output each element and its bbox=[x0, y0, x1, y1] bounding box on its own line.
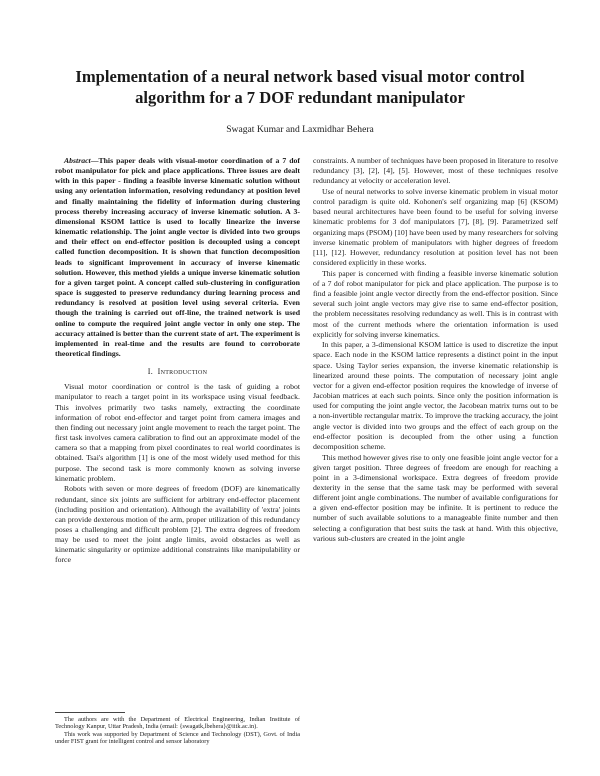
footnote: The authors are with the Department of Electrical Engineering, Indian Institute of Technology Kanpur, Uttar Pradesh, India (email: {swagatk,lbehera}@iitk.ac.in). bbox=[55, 716, 300, 731]
paper-authors: Swagat Kumar and Laxmidhar Behera bbox=[226, 124, 374, 135]
footnotes bbox=[55, 716, 300, 746]
section-title: Introduction bbox=[157, 367, 208, 377]
footnote-divider bbox=[55, 712, 125, 713]
paragraph: Visual motor coordination or control is the task of guiding a robot manipulator to reach a target point in its workspace using visual feedback. This involves primarily two tasks namely, extracting the coordinate information of robot end-effector and target point from camera images and then finding out necessary joint angle movement to reach the target point. The first task involves camera calibration to find out an approximate model of the camera so that a mapping from pixel coordinates to real world coordinates is obtained. Tsai's algorithm [1] is one of the most widely used method for this purpose. The second task is more commonly known as solving inverse kinematic problem. bbox=[55, 382, 300, 483]
paragraph: constraints. A number of techniques have been proposed in literature to resolve redundancy [3], [2], [4], [5]. However, most of these techniques resolve redundancy at velocity or acceleration level. bbox=[313, 156, 558, 186]
left-column bbox=[55, 156, 300, 566]
paragraph: This paper is concerned with finding a feasible inverse kinematic solution of a 7 dof robot manipulator for pick and place application. The purpose is to find a feasible joint angle vector directly from the end-effector position. Since several such joint angle vectors may give rise to same end-effector position, the problem necessitates resolving redundancy as well. This is in contrast with most of the current methods where the orientation information is used explicitly for solving inverse kinematics. bbox=[313, 268, 558, 339]
section-number: I. bbox=[147, 367, 154, 377]
right-column bbox=[313, 156, 558, 544]
abstract-label: Abstract bbox=[64, 156, 91, 165]
abstract bbox=[55, 156, 300, 359]
paper-title: Implementation of a neural network based visual motor control algorithm for a 7 DOF redundant manipulator bbox=[75, 67, 525, 107]
footnote: This work was supported by Department of Science and Technology (DST), Govt. of India under FIST grant for intelligent control and sensor laboratory bbox=[55, 730, 300, 746]
paragraph: In this paper, a 3-dimensional KSOM lattice is used to discretize the input space. Each node in the KSOM lattice represents a distinct point in the input space. Using Taylor series expansion, the inverse kinematic relationship is linearized around these points. The computation of necessary joint angle vector for a given end-effector position requires the knowledge of inverse of Jacobian matrices at each such points. Since only the position information is used for computing the joint angle vector, the Jacobean matrix turns out to be a non-invertible rectangular matrix. To improve the tracking accuracy, the joint angle vector is divided into two groups and the effect of each group on the end-effector position is decoupled from the other using a function decomposition scheme. bbox=[313, 340, 558, 451]
paragraph: Robots with seven or more degrees of freedom (DOF) are kinematically redundant, since six joints are sufficient for arbitrary end-effector placement (including position and orientation). Although the availability of 'extra' joints can provide dexterous motion of the arm, proper utilization of this redundancy poses a challenging and difficult problem [2]. The extra degrees of freedom may be used to meet the joint angle limits, avoid obstacles as well as kinematic singularity or optimize additional constraints like manipulability or force bbox=[55, 484, 300, 565]
section-heading-introduction bbox=[55, 367, 300, 377]
abstract-text: —This paper deals with visual-motor coordination of a 7 dof robot manipulator for pick and place applications. Three issues are dealt with in this paper - finding a feasible inverse kinematic solution without using any orientation information, resolving redundancy at position level and finally maintaining the fidelity of information during clustering process thereby increasing accuracy of inverse kinematic solution. A 3-dimensional KSOM lattice is used to locally linearize the inverse kinematic relationship. The joint angle vector is divided into two groups and their effect on end-effector position is decoupled using a concept called function decomposition. It is shown that function decomposition leads to significant improvement in accuracy of inverse kinematic solution. However, this method yields a unique inverse kinematic solution for a given target point. A concept called sub-clustering in configuration space is suggested to preserve redundancy during learning process and redundancy is resolved at position level using several criteria. Even though the training is carried out off-line, the trained network is used online to compute the required joint angle vector in only one step. The accuracy attained is better than the current state of art. The experiment is implemented in real-time and the results are found to corroborate theoretical findings. bbox=[55, 156, 300, 358]
paragraph: This method however gives rise to only one feasible joint angle vector for a given target position. Three degrees of freedom are enough for reaching a point in a 3-dimensional workspace. Extra degrees of freedom provide dexterity in the sense that the same task may be performed with several different joint angle combinations. The number of available configurations for a given end-effector position may be infinite. It is pertinent to reduce the number of such available solutions to a manageable finite number and then selecting a configuration that best suits the task at hand. With this objective, various sub-clusters are created in the joint angle bbox=[313, 452, 558, 543]
paragraph: Use of neural networks to solve inverse kinematic problem in visual motor control paradigm is quite old. Kohonen's self organizing map [6] (KSOM) based neural architectures have been found to be useful for solving inverse kinematic problems for 3 dof manipulators [7], [8], [9]. Parametrized self organizing maps (PSOM) [10] have been used by many researchers for solving inverse kinematic problem of manipulators with higher degrees of freedom [11], [12]. However, redundancy resolution at position level has not been considered explicitly in these works. bbox=[313, 186, 558, 268]
